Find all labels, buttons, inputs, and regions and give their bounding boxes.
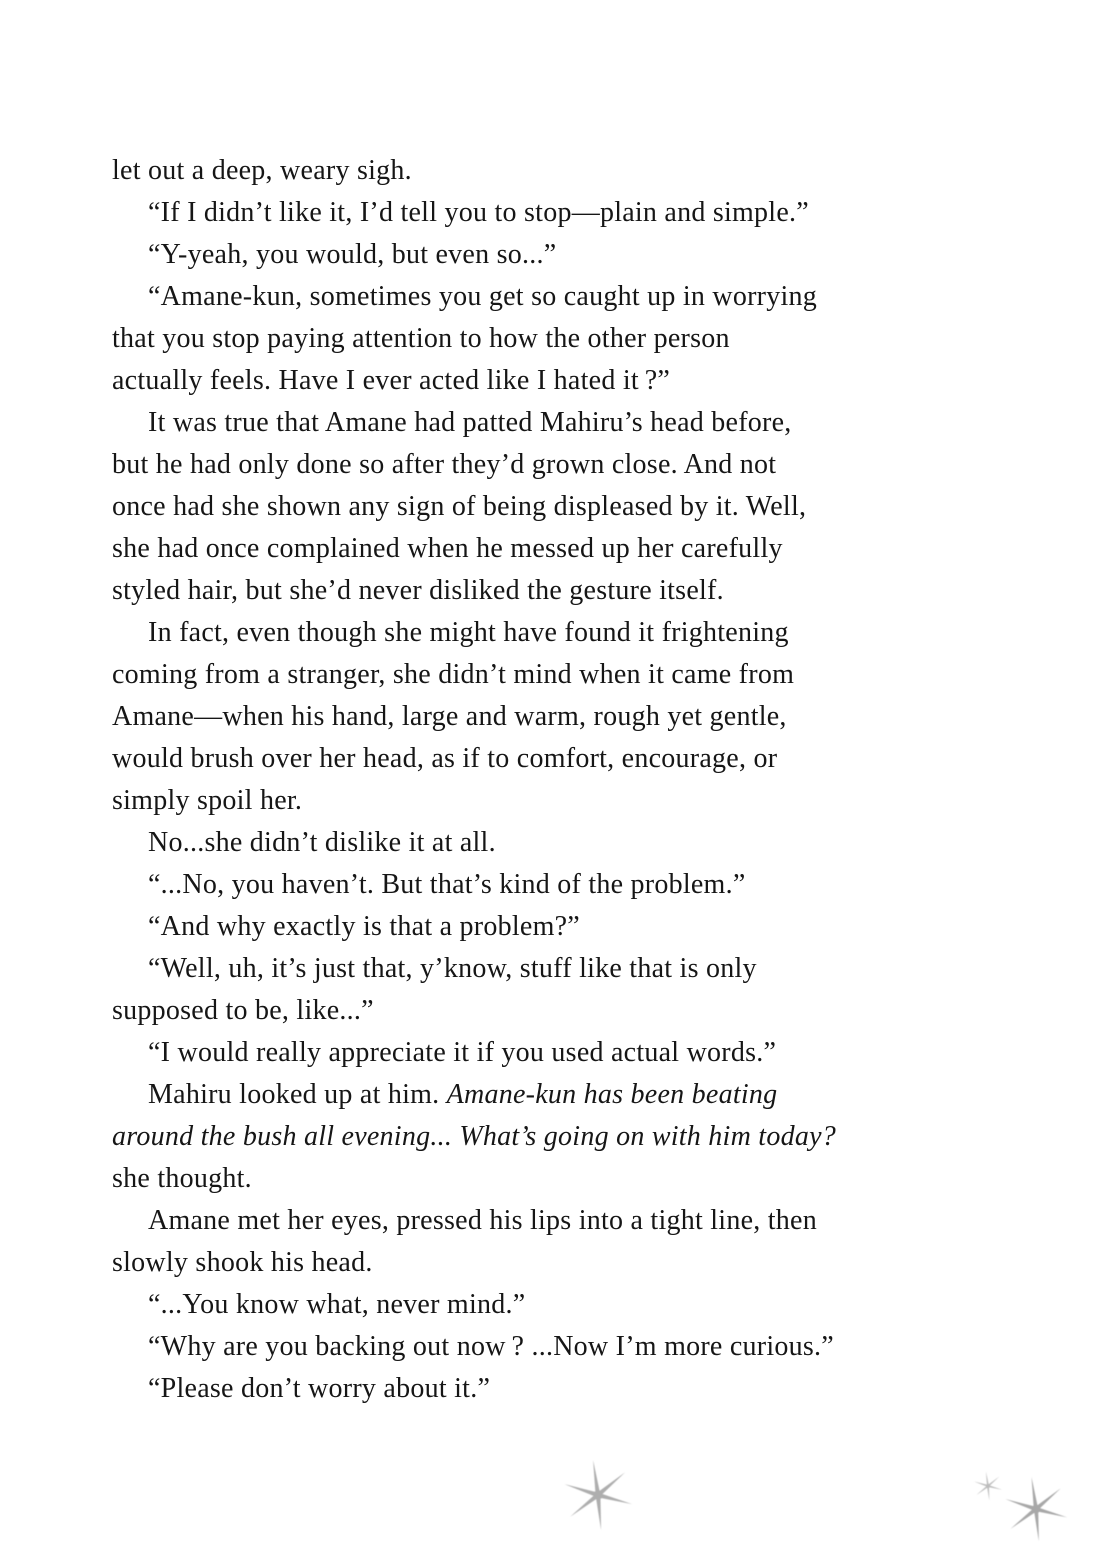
- sparkle-icon: [562, 1459, 634, 1531]
- text-line: [112, 402, 1007, 444]
- text-run: but he had only done so after they’d grown close. And not: [112, 449, 777, 480]
- text-run: actually feels. Have I ever acted like I hated it ?”: [112, 365, 671, 396]
- text-line: [112, 192, 1007, 234]
- text-run: styled hair, but she’d never disliked the gesture itself.: [112, 575, 724, 606]
- text-line: [112, 1116, 1007, 1158]
- text-line: [112, 1242, 1007, 1284]
- text-line: [112, 318, 1007, 360]
- page-text: [112, 150, 1007, 1410]
- text-line: [112, 360, 1007, 402]
- text-line: [112, 1326, 1007, 1368]
- text-line: [112, 864, 1007, 906]
- text-run: No...she didn’t dislike it at all.: [148, 827, 496, 858]
- text-line: [112, 570, 1007, 612]
- text-line: [112, 1200, 1007, 1242]
- text-run: It was true that Amane had patted Mahiru’s head before,: [148, 407, 792, 438]
- text-run: “...You know what, never mind.”: [148, 1289, 526, 1320]
- text-run: coming from a stranger, she didn’t mind when it came from: [112, 659, 795, 690]
- text-run: “...No, you haven’t. But that’s kind of the problem.”: [148, 869, 746, 900]
- sparkle-icon: [1003, 1476, 1069, 1542]
- text-line: [112, 486, 1007, 528]
- text-line: [112, 822, 1007, 864]
- text-run: she thought.: [112, 1163, 252, 1194]
- text-run: “Well, uh, it’s just that, y’know, stuff like that is only: [148, 953, 757, 984]
- text-line: [112, 654, 1007, 696]
- text-line: [112, 1368, 1007, 1410]
- text-run: supposed to be, like...”: [112, 995, 374, 1026]
- text-line: [112, 1032, 1007, 1074]
- text-run: simply spoil her.: [112, 785, 303, 816]
- sparkle-icon: [973, 1471, 1003, 1501]
- text-run: that you stop paying attention to how the other person: [112, 323, 730, 354]
- text-line: [112, 1158, 1007, 1200]
- italic-text-run: around the bush all evening... What’s going on with him today?: [112, 1121, 837, 1152]
- text-line: [112, 234, 1007, 276]
- text-line: [112, 276, 1007, 318]
- text-line: [112, 948, 1007, 990]
- text-line: [112, 696, 1007, 738]
- text-line: [112, 990, 1007, 1032]
- text-run: “Amane-kun, sometimes you get so caught up in worrying: [148, 281, 818, 312]
- text-run: slowly shook his head.: [112, 1247, 373, 1278]
- text-line: [112, 780, 1007, 822]
- text-line: [112, 612, 1007, 654]
- text-line: [112, 738, 1007, 780]
- text-run: “If I didn’t like it, I’d tell you to stop—plain and simple.”: [148, 197, 809, 228]
- text-run: In fact, even though she might have found it frightening: [148, 617, 789, 648]
- text-run: once had she shown any sign of being displeased by it. Well,: [112, 491, 807, 522]
- text-run: Mahiru looked up at him.: [148, 1079, 447, 1110]
- text-run: let out a deep, weary sigh.: [112, 155, 412, 186]
- text-run: “Why are you backing out now ? ...Now I’m more curious.”: [148, 1331, 834, 1362]
- text-run: Amane met her eyes, pressed his lips into a tight line, then: [148, 1205, 817, 1236]
- text-line: [112, 1074, 1007, 1116]
- text-line: [112, 150, 1007, 192]
- text-line: [112, 906, 1007, 948]
- text-run: “Y-yeah, you would, but even so...”: [148, 239, 557, 270]
- text-line: [112, 528, 1007, 570]
- text-line: [112, 1284, 1007, 1326]
- text-run: “And why exactly is that a problem?”: [148, 911, 580, 942]
- italic-text-run: Amane-kun has been beating: [446, 1079, 778, 1110]
- text-run: would brush over her head, as if to comfort, encourage, or: [112, 743, 778, 774]
- text-line: [112, 444, 1007, 486]
- text-run: she had once complained when he messed up her carefully: [112, 533, 783, 564]
- text-run: Amane—when his hand, large and warm, rough yet gentle,: [112, 701, 787, 732]
- text-run: “I would really appreciate it if you used actual words.”: [148, 1037, 777, 1068]
- text-run: “Please don’t worry about it.”: [148, 1373, 491, 1404]
